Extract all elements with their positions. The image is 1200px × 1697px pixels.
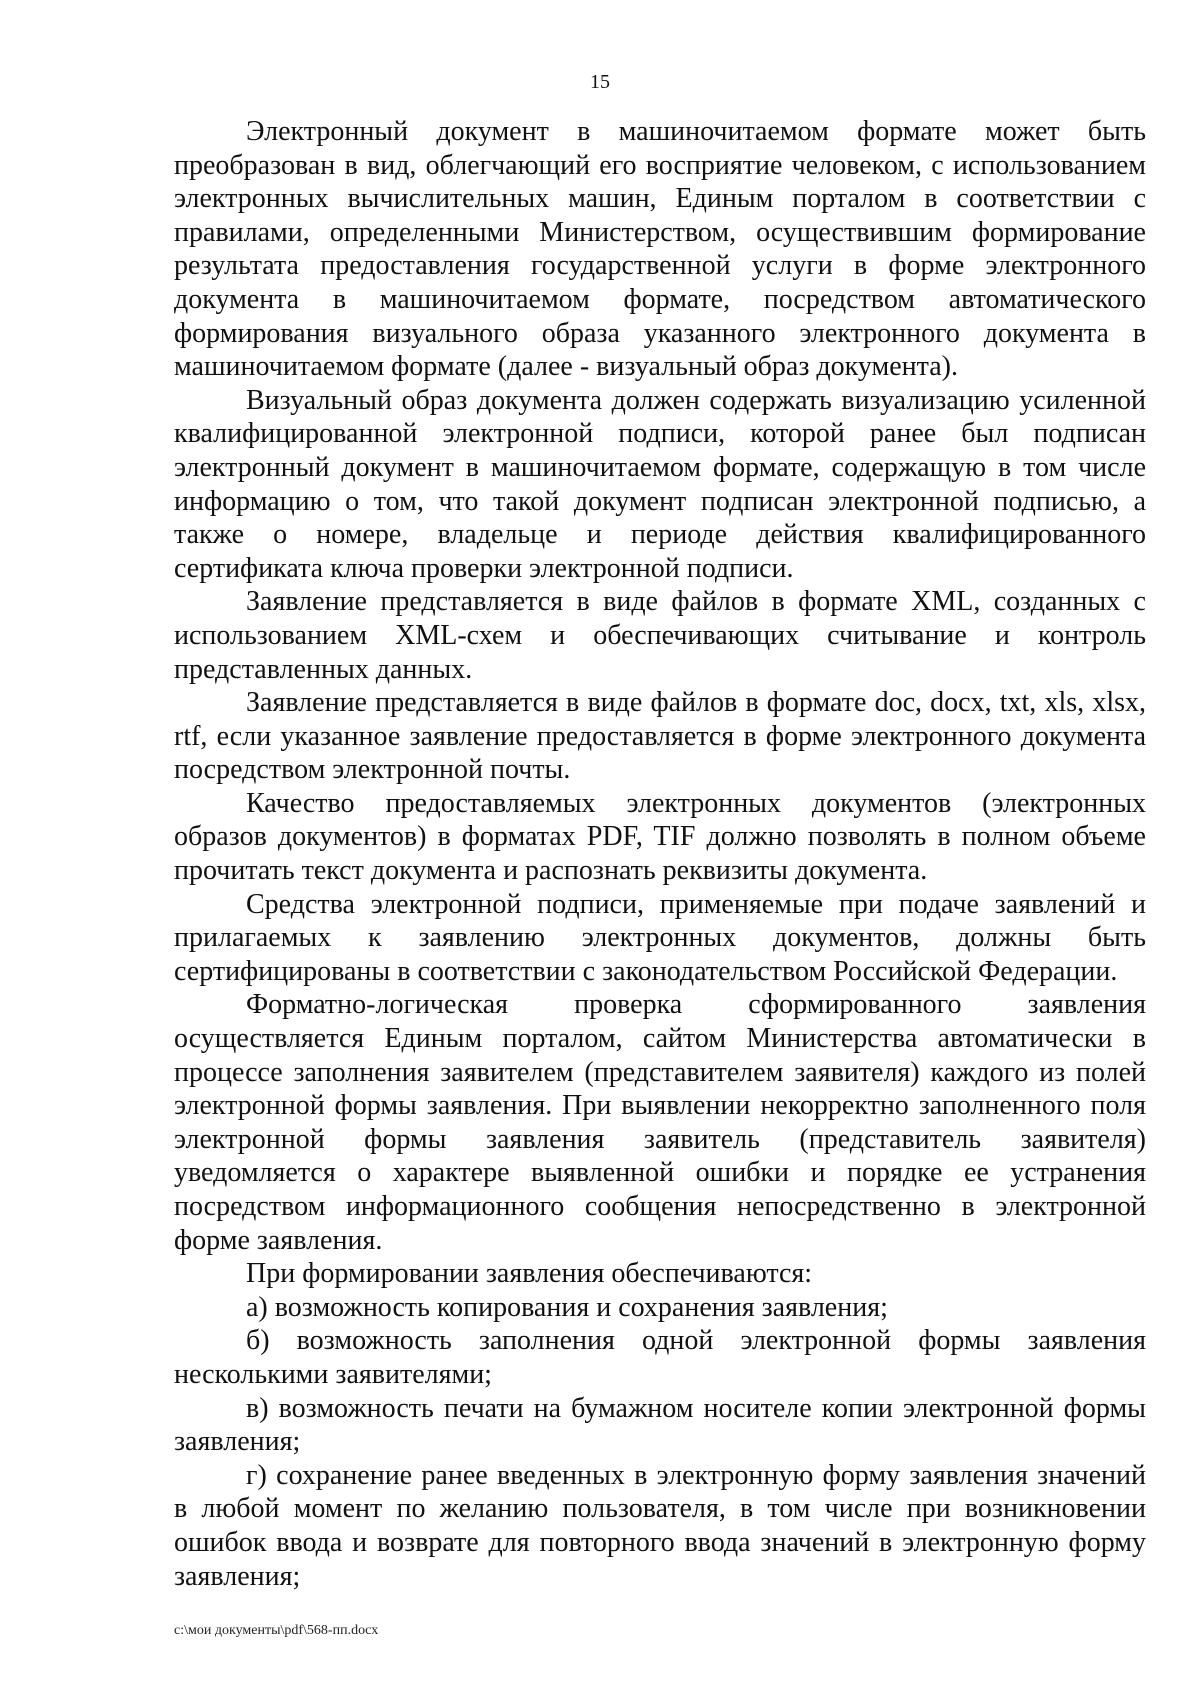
paragraph: Заявление представляется в виде файлов в формате XML, созданных с использованием XML-схем и обеспечивающих считывание и контроль представленных данных. [174, 586, 1146, 685]
paragraph: Качество предоставляемых электронных документов (электронных образов документов) в форматах PDF, TIF должно позволять в полном объеме прочитать текст документа и распознать реквизиты документа. [174, 787, 1146, 887]
paragraph: Средства электронной подписи, применяемые при подаче заявлений и прилагаемых к заявлению электронных документов, должны быть сертифицированы в соответствии с законодательством Российской Федерации. [174, 888, 1146, 987]
list-item: в) возможность печати на бумажном носителе копии электронной формы заявления; [174, 1392, 1146, 1458]
paragraph: Визуальный образ документа должен содержать визуализацию усиленной квалифицированной электронной подписи, которой ранее был подписан электронный документ в машиночитаемом формате, содержащую в том числе информацию о том, что такой документ подписан электронной подписью, а также о номере, владельце и периоде действия квалифицированного сертификата ключа проверки электронной подписи. [174, 384, 1146, 584]
list-item: б) возможность заполнения одной электронной формы заявления несколькими заявителями; [174, 1325, 1146, 1390]
document-body [174, 115, 1146, 1593]
page-number: 15 [590, 71, 610, 93]
paragraph: При формировании заявления обеспечиваются: [246, 1258, 813, 1290]
list-item: г) сохранение ранее введенных в электронную форму заявления значений в любой момент по желанию пользователя, в том числе при возникновении ошибок ввода и возврате для повторного ввода значений в электронную форму заявления; [174, 1459, 1146, 1592]
footer-file-path: c:\мои документы\pdf\568-пп.docx [174, 1623, 379, 1638]
list-item: а) возможность копирования и сохранения заявления; [246, 1291, 888, 1323]
paragraph: Форматно-логическая проверка сформированного заявления осуществляется Единым порталом, сайтом Министерства автоматически в процессе заполнения заявителем (представителем заявителя) каждого из полей электронной формы заявления. При выявлении некорректно заполненного поля электронной формы заявления заявитель (представитель заявителя) уведомляется о характере выявленной ошибки и порядке ее устранения посредством информационного сообщения непосредственно в электронной форме заявления. [174, 989, 1146, 1256]
paragraph: Заявление представляется в виде файлов в формате doc, docx, txt, xls, xlsx, rtf, если указанное заявление предоставляется в форме электронного документа посредством электронной почты. [174, 687, 1146, 786]
paragraph: Электронный документ в машиночитаемом формате может быть преобразован в вид, облегчающий его восприятие человеком, с использованием электронных вычислительных машин, Единым порталом в соответствии с правилами, определенными Министерством, осуществившим формирование результата предоставления государственной услуги в форме электронного документа в машиночитаемом формате, посредством автоматического формирования визуального образа указанного электронного документа в машиночитаемом формате (далее - визуальный образ документа). [174, 116, 1146, 383]
